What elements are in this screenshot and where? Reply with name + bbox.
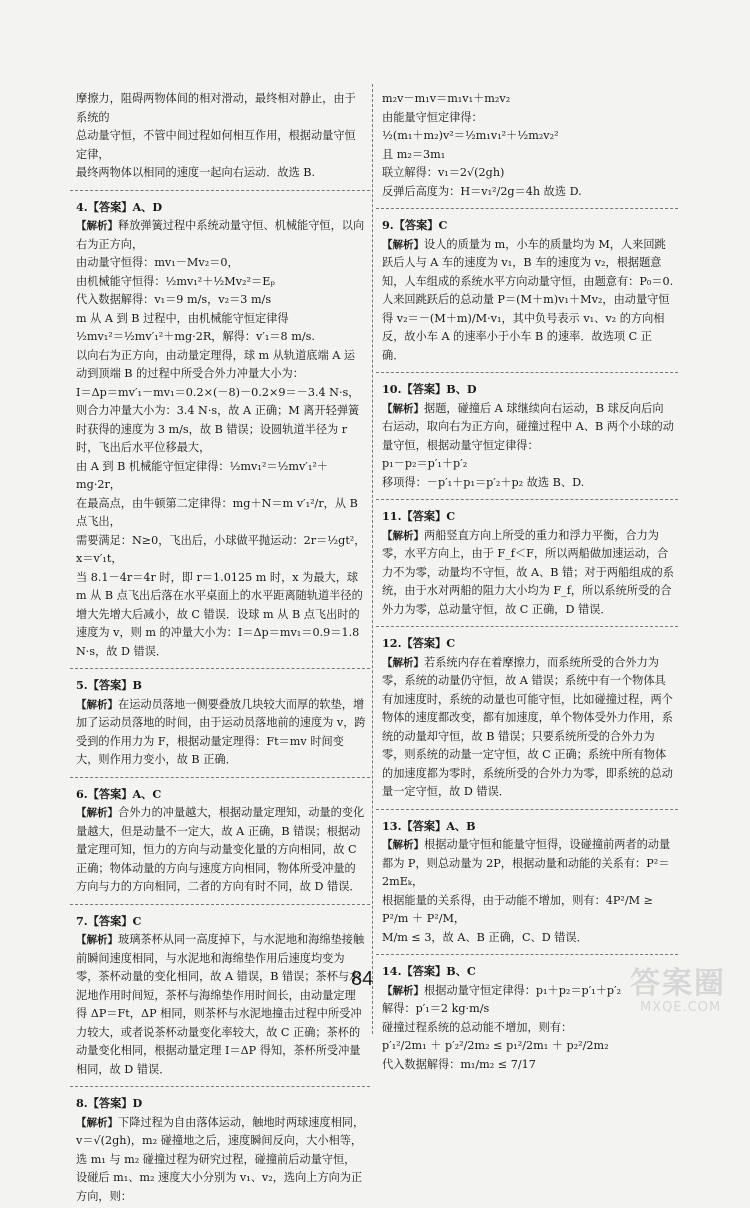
line-text: 根据动量守恒和能量守恒得，设碰撞前两者的动量都为 P，则总动量为 2P，根据动量和动能的关系有：P²＝2mEₖ， [382, 838, 671, 888]
answer-line [382, 817, 674, 837]
line-text: 根据能量的关系得，由于动能不增加，则有：4P²/M ≥ P²/m ＋ P²/M， [382, 893, 654, 925]
watermark-url: MXQE.COM [640, 1000, 722, 1015]
answer-value: A、B [446, 818, 476, 833]
watermark-logo [630, 968, 740, 1020]
left-column [76, 88, 366, 1208]
text-line [76, 931, 366, 1079]
text-line [76, 328, 366, 347]
analysis-label: 【解析】 [76, 1116, 118, 1129]
line-text: M/m ≤ 3，故 A、B 正确，C、D 错误． [382, 930, 588, 944]
line-text: 最终两物体以相同的速度一起向右运动．故选 B. [76, 166, 316, 179]
line-text: 合外力的冲量越大，根据动量定理知，动量的变化量越大，但是动量不一定大，故 A 正确，B 错误；根据动量定理可知，恒力的方向与动量变化量的方向相同，故 C 正确；物体动量的方向与速度方向相同，物体所受冲量的方向与力的方向相同，二者的方向有时不同，故 D 错误． [76, 806, 365, 893]
continuation-block [76, 88, 366, 185]
line-text: 两船竖直方向上所受的重力和浮力平衡，合力为零，水平方向上，由于 F_f＜F，所以两船做加速运动，合力不为零，动量均不守恒，故 A、B 错；对于两船组成的系统，由于水对两船的阻力大小均为 F_f，所以系统所受的合外力为零，总动量守恒，故 C 正确，D 错误． [382, 528, 674, 616]
question-block [76, 1092, 366, 1208]
line-text: p′₁²/2m₁ ＋ p′₂²/2m₂ ≤ p₁²/2m₁ ＋ p₂²/2m₂ [382, 1039, 609, 1052]
question-number: 4. [76, 199, 88, 214]
text-line [76, 217, 366, 254]
answer-line [76, 198, 366, 218]
question-separator [376, 372, 678, 373]
line-text: p₁－p₂＝p′₁＋p′₂ [382, 457, 468, 470]
answer-label: 【答案】 [87, 678, 133, 692]
analysis-label: 【解析】 [76, 220, 118, 232]
text-line [382, 127, 674, 146]
answer-line [76, 785, 366, 805]
answer-label: 【答案】 [87, 1096, 133, 1110]
right-column [382, 88, 674, 1076]
analysis-label: 【解析】 [382, 402, 424, 415]
text-line [382, 109, 674, 128]
question-number: 9. [382, 218, 394, 232]
answer-value: C [446, 636, 456, 650]
question-number: 8. [76, 1096, 88, 1110]
question-number: 5. [76, 678, 88, 692]
question-block [382, 378, 674, 494]
answer-line [76, 1094, 366, 1114]
analysis-label: 【解析】 [76, 807, 118, 819]
analysis-label: 【解析】 [76, 934, 118, 946]
line-text: ½(m₁＋m₂)v²＝½m₁v₁²＋½m₂v₂² [382, 129, 559, 142]
continuation-block [382, 88, 674, 203]
text-line [382, 1037, 674, 1056]
answer-line [382, 634, 674, 654]
line-text: m₂v－m₁v＝m₁v₁＋m₂v₂ [382, 92, 511, 105]
analysis-label: 【解析】 [382, 984, 424, 997]
question-number: 10. [382, 382, 402, 396]
line-text: m 从 A 到 B 过程中，由机械能守恒定律得 [76, 311, 289, 325]
answer-value: C [132, 913, 142, 928]
line-text: 代入数据解得：m₁/m₂ ≤ 7/17 [382, 1057, 536, 1071]
question-separator [70, 190, 370, 191]
text-line [382, 892, 674, 929]
question-block [382, 632, 674, 804]
line-text: 玻璃茶杯从同一高度掉下，与水泥地和海绵垫接触前瞬间速度相同，与水泥地和海绵垫作用后速度均变为零，茶杯动量的变化相同，故 A 错误，B 错误；茶杯与水泥地作用时间短，茶杯与海绵垫作用时间长，由动量定理得 ΔP＝Ft，ΔP 相同，则茶杯与水泥地撞击过程中所受冲力较大，或者说茶杯动量变化率较大，故 C 正确；茶杯的动量变化相同，根据动量定理 I＝ΔP 得知，茶杯所受冲量相同，故 D 错误． [76, 933, 365, 1076]
question-block [382, 505, 674, 621]
line-text: 需要满足：N≥0，飞出后，小球做平抛运动：2r＝½gt²，x＝v′₁t， [76, 533, 366, 565]
line-text: 反弹后高度为：H＝v₁²/2g＝4h 故选 D. [382, 184, 582, 198]
text-line [382, 1056, 674, 1075]
analysis-label: 【解析】 [382, 238, 424, 251]
question-block [76, 674, 366, 772]
text-line [382, 527, 674, 620]
text-line [76, 696, 366, 770]
column-divider [372, 84, 373, 1034]
answer-value: A、C [132, 786, 162, 801]
text-line [382, 474, 674, 493]
answer-label: 【答案】 [87, 199, 133, 214]
question-separator [70, 777, 370, 778]
answer-label: 【答案】 [87, 786, 133, 801]
answer-label: 【答案】 [401, 509, 447, 523]
text-line [76, 347, 366, 384]
line-text: 在最高点，由牛顿第二定律得：mg＋N＝m v′₁²/r，从 B 点飞出， [76, 496, 358, 528]
question-number: 6. [76, 786, 88, 801]
answer-value: B、C [446, 964, 476, 978]
text-line [76, 90, 366, 127]
answer-line [382, 507, 674, 527]
question-block [76, 910, 366, 1082]
answer-line [76, 912, 366, 932]
line-text: 由动量守恒得：mv₁－Mv₂＝0， [76, 256, 239, 269]
text-line [382, 455, 674, 474]
text-line [76, 291, 366, 310]
line-text: 碰撞过程系统的总动能不增加，则有： [382, 1020, 573, 1034]
line-text: 根据动量守恒定律得：p₁＋p₂＝p′₁＋p′₂ [424, 983, 622, 997]
question-number: 12. [382, 636, 402, 650]
line-text: 总动量守恒，不管中间过程如何相互作用，根据动量守恒定律， [76, 129, 356, 161]
answer-label: 【答案】 [401, 818, 447, 833]
line-text: 代入数据解得：v₁＝9 m/s，v₂＝3 m/s [76, 293, 272, 306]
line-text: 下降过程为自由落体运动，触地时两球速度相同，v＝√(2gh)，m₂ 碰撞地之后，速度瞬间反向，大小相等，选 m₁ 与 m₂ 碰撞过程为研究过程，碰撞前后动量守恒，设碰后 m₁、m₂ 速度大小分别为 v₁、v₂，选向上方向为正方向，则： [76, 1115, 365, 1203]
line-text: 据题，碰撞后 A 球继续向右运动，B 球反向后向右运动，取向右为正方向，碰撞过程中 A、B 两个小球的动量守恒，根据动量守恒定律得： [382, 401, 674, 452]
question-separator [70, 668, 370, 669]
line-text: 以向右为正方向，由动量定理得，球 m 从轨道底端 A 运动到顶端 B 的过程中所受合外力冲量大小为： [76, 348, 356, 380]
line-text: 摩擦力，阻碍两物体间的相对滑动，最终相对静止，由于系统的 [76, 92, 356, 124]
question-number: 7. [76, 913, 88, 928]
line-text: 移项得：－p′₁＋p₁＝p′₂＋p₂ 故选 B、D. [382, 475, 585, 489]
answer-line [382, 216, 674, 236]
answer-value: B、D [446, 382, 477, 396]
text-line [76, 458, 366, 495]
question-separator [70, 1086, 370, 1087]
text-line [76, 495, 366, 532]
analysis-label: 【解析】 [382, 656, 424, 669]
answer-label: 【答案】 [87, 913, 133, 928]
analysis-label: 【解析】 [76, 698, 118, 711]
question-separator [376, 499, 678, 500]
question-separator [376, 208, 678, 209]
text-line [76, 310, 366, 329]
line-text: 设人的质量为 m，小车的质量均为 M，人来回跳跃后人与 A 车的速度为 v₁，B 车的速度为 v₂，根据题意知，人车组成的系统水平方向动量守恒，由题意有：P₀＝0. 人来回跳跃后的总动量 P＝(M＋m)v₁＋Mv₂，由动量守恒得 v₂＝－(M＋m)/M·v₁，其中负号表示 v₁、v₂ 的方向相反，故小车 A 的速率小于小车 B 的速率．故选项 C 正确． [382, 237, 674, 362]
text-line [382, 146, 674, 165]
text-line [382, 1019, 674, 1038]
answer-value: A、D [132, 199, 163, 214]
text-line [382, 236, 674, 366]
answer-label: 【答案】 [401, 964, 447, 978]
question-block [382, 815, 674, 950]
text-line [382, 400, 674, 456]
text-line [76, 532, 366, 569]
question-separator [376, 626, 678, 627]
text-line [382, 654, 674, 802]
text-line [382, 929, 674, 948]
text-line [76, 254, 366, 273]
answer-line [76, 676, 366, 696]
text-line [76, 1114, 366, 1207]
answer-label: 【答案】 [393, 218, 439, 232]
line-text: 且 m₂＝3m₁ [382, 147, 446, 161]
answer-value: D [132, 1096, 143, 1110]
answer-label: 【答案】 [401, 382, 447, 396]
page-number: 84 [351, 968, 374, 990]
question-block [382, 214, 674, 367]
line-text: 当 8.1－4r＝4r 时，即 r＝1.0125 m 时，x 为最大，球 m 从 B 点飞出后落在水平桌面上的水平距离随轨道半径的增大先增大后减小，故 C 错误．设球 m 从 B 点飞出时的速度为 v，则 m 的冲量大小为：I＝Δp＝mv₁＝0.9＝1.8 N·s，故 D 错误． [76, 570, 363, 658]
answer-value: C [446, 509, 456, 523]
question-block [76, 196, 366, 664]
question-separator [376, 809, 678, 810]
text-line [382, 183, 674, 202]
analysis-label: 【解析】 [382, 839, 424, 851]
line-text: 由机械能守恒得：½mv₁²＋½Mv₂²＝Eₚ [76, 274, 275, 288]
watermark-text: 答案圈 [630, 966, 726, 1001]
line-text: 解得：p′₁＝2 kg·m/s [382, 1002, 490, 1015]
text-line [76, 273, 366, 292]
answer-value: B [132, 678, 142, 692]
text-line [76, 569, 366, 662]
text-line [76, 164, 366, 183]
line-text: 若系统内存在着摩擦力，而系统所受的合外力为零，系统的动量仍守恒，故 A 错误；系统中有一个物体具有加速度时，系统的动量也可能守恒，比如碰撞过程，两个物体的速度都改变，都有加速度，单个物体受外力作用，系统的动量却守恒，故 B 错误；只要系统所受的合外力为零，则系统的动量一定守恒，故 C 正确；系统中所有物体的加速度都为零时，系统所受的合外力为零，即系统的总动量一定守恒，故 D 错误． [382, 655, 673, 798]
text-line [76, 384, 366, 458]
line-text: 在运动员落地一侧要叠放几块较大而厚的软垫，增加了运动员落地的时间，由于运动员落地前的速度为 v，跨受到的作用力为 F，根据动量定理得：Ft＝mv 时间变大，则作用力变小，故 B 正确． [76, 697, 366, 766]
text-line [382, 90, 674, 109]
text-line [382, 836, 674, 892]
analysis-label: 【解析】 [382, 529, 424, 542]
line-text: ½mv₁²＝½mv′₁²＋mg·2R，解得：v′₁＝8 m/s. [76, 330, 315, 343]
question-block [76, 783, 366, 899]
answer-label: 【答案】 [401, 636, 447, 650]
text-line [76, 804, 366, 897]
text-line [382, 164, 674, 183]
question-number: 14. [382, 964, 402, 978]
text-line [76, 127, 366, 164]
question-number: 11. [382, 509, 402, 523]
line-text: 释放弹簧过程中系统动量守恒、机械能守恒，以向右为正方向， [76, 219, 365, 251]
line-text: I＝Δp＝mv′₁－mv₁＝0.2×(－8)－0.2×9＝－3.4 N·s，则合力冲量大小为：3.4 N·s，故 A 正确；M 离开轻弹簧时获得的速度为 3 m/s，故 B 错误；设圆轨道半径为 r 时，飞出后水平位移最大， [76, 385, 360, 454]
question-separator [376, 954, 678, 955]
question-separator [70, 904, 370, 905]
question-number: 13. [382, 818, 402, 833]
answer-value: C [438, 218, 448, 232]
line-text: 由能量守恒定律得： [382, 110, 483, 124]
line-text: 由 A 到 B 机械能守恒定律得：½mv₁²＝½mv′₁²＋mg·2r， [76, 459, 328, 491]
line-text: 联立解得：v₁＝2√(2gh) [382, 166, 505, 179]
answer-line [382, 380, 674, 400]
